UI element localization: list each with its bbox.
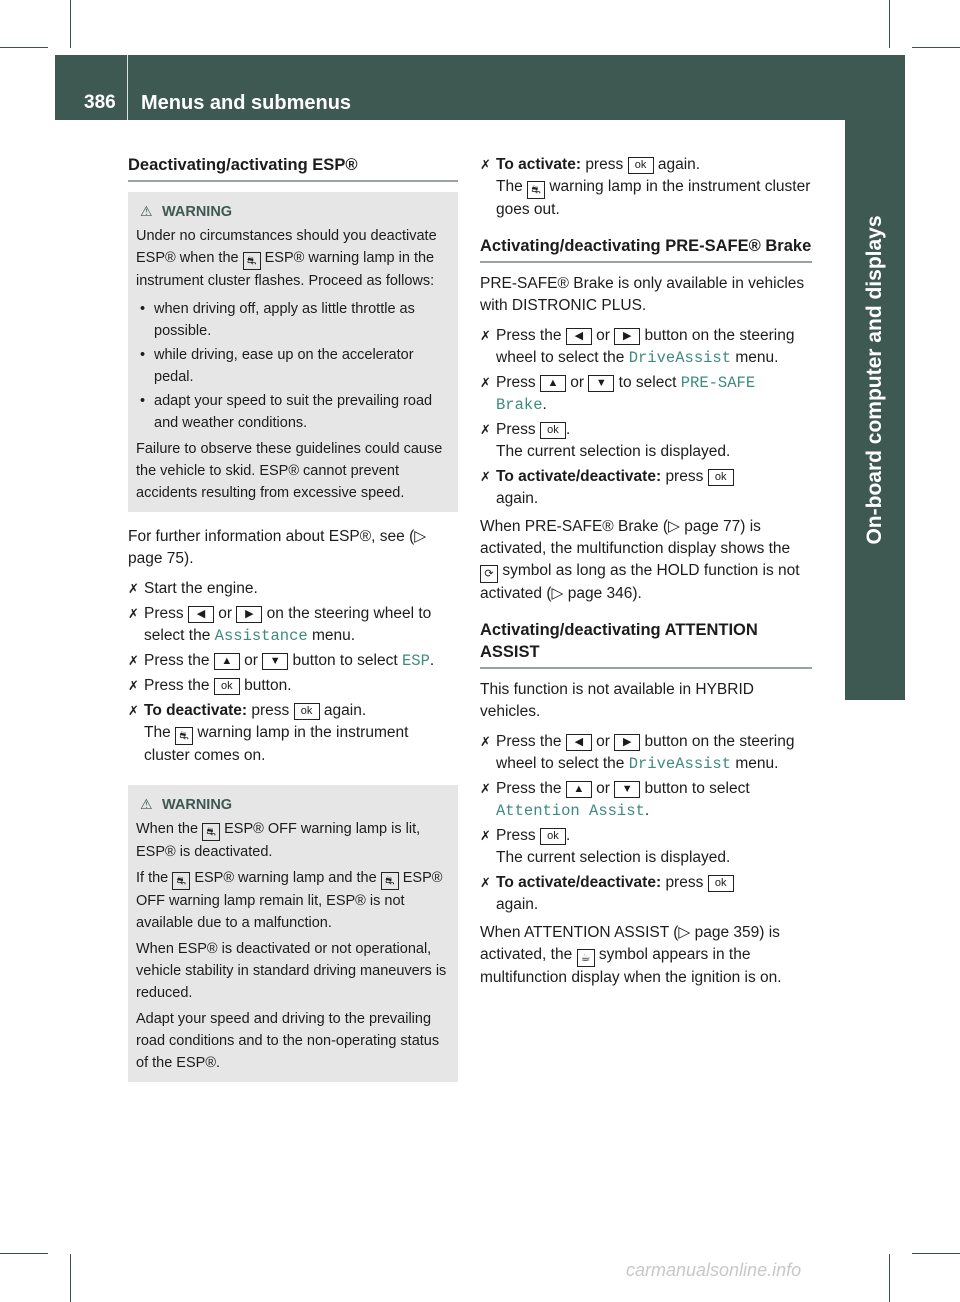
- warning-text: Adapt your speed and driving to the prevailing road conditions and to the non-operating status of the ESP®.: [136, 1011, 440, 1071]
- section-heading-pre-safe: Activating/deactivating PRE-SAFE® Brake: [480, 235, 812, 263]
- crop-mark: [0, 1253, 48, 1254]
- warning-triangle-icon: ⚠: [140, 796, 153, 812]
- side-tab-label: On-board computer and displays: [863, 215, 886, 545]
- right-arrow-key-icon: ▶: [614, 328, 640, 345]
- ok-key-icon: ok: [708, 469, 734, 486]
- step-item: ✗ Press ok . The current selection is displayed.: [480, 421, 731, 460]
- menu-name-attention-assist: Attention Assist: [496, 802, 645, 820]
- step-item: ✗ Press the ◀ or ▶ button on the steering wheel to select the DriveAssist menu.: [480, 327, 795, 367]
- warning-triangle-icon: ⚠: [140, 203, 153, 219]
- up-arrow-key-icon: ▲: [540, 375, 566, 392]
- warning-bullet: • when driving off, apply as little throttle as possible.: [140, 301, 415, 339]
- ok-key-icon: ok: [214, 678, 240, 695]
- crop-mark: [889, 0, 890, 48]
- warning-text: When ESP® is deactivated or not operational, vehicle stability in standard driving maneuvers is reduced.: [136, 941, 447, 1001]
- esp-off-lamp-icon: ⛐: [202, 823, 220, 841]
- warning-text: If the ⛐ ESP® warning lamp and the ⛐ ESP® OFF warning lamp remain lit, ESP® is not available due to a malfunction.: [136, 870, 443, 931]
- menu-name-driveassist: DriveAssist: [628, 755, 732, 773]
- warning-text: When the ⛐ ESP® OFF warning lamp is lit, ESP® is deactivated.: [136, 821, 421, 860]
- warning-box: [128, 785, 458, 1082]
- left-arrow-key-icon: ◀: [566, 734, 592, 751]
- warning-title: ⚠ WARNING: [136, 200, 450, 223]
- coffee-cup-icon: ☕: [577, 949, 595, 967]
- left-column: [128, 154, 458, 1082]
- step-item: ✗ Start the engine.: [128, 580, 258, 597]
- step-item: ✗ To activate: press ok again. The ⛐ warning lamp in the instrument cluster goes out.: [480, 156, 811, 218]
- step-item: ✗ Press ok . The current selection is displayed.: [480, 827, 731, 866]
- menu-name-assistance: Assistance: [214, 627, 308, 645]
- esp-warning-lamp-icon: ⛐: [172, 872, 190, 890]
- up-arrow-key-icon: ▲: [566, 781, 592, 798]
- menu-name-esp: ESP: [401, 652, 430, 670]
- section-heading-attention-assist: Activating/deactivating ATTENTION ASSIST: [480, 619, 812, 669]
- right-arrow-key-icon: ▶: [614, 734, 640, 751]
- step-item: ✗ Press the ◀ or ▶ button on the steering wheel to select the DriveAssist menu.: [480, 733, 795, 773]
- crop-mark: [0, 47, 48, 48]
- warning-text: Under no circumstances should you deactivate ESP® when the ⛐ ESP® warning lamp in the instrument cluster flashes. Proceed as follows:: [136, 228, 437, 289]
- menu-name-pre-safe-brake: PRE-SAFE Brake: [496, 374, 756, 414]
- page-number: 386: [84, 92, 116, 113]
- step-item: ✗ Press ▲ or ▼ to select PRE-SAFE Brake.: [480, 374, 756, 414]
- step-item: ✗ Press the ▲ or ▼ button to select ESP.: [128, 652, 435, 670]
- step-item: ✗ Press the ▲ or ▼ button to select Attention Assist.: [480, 780, 750, 820]
- page-title: Menus and submenus: [141, 92, 352, 114]
- crop-mark: [70, 0, 71, 48]
- menu-name-driveassist: DriveAssist: [628, 349, 732, 367]
- left-arrow-key-icon: ◀: [566, 328, 592, 345]
- step-item: ✗ Press the ok button.: [128, 677, 292, 694]
- left-arrow-key-icon: ◀: [188, 606, 214, 623]
- up-arrow-key-icon: ▲: [214, 653, 240, 670]
- step-item: ✗ To activate/deactivate: press ok again.: [480, 466, 812, 510]
- down-arrow-key-icon: ▼: [262, 653, 288, 670]
- header-divider: [127, 55, 128, 120]
- ok-key-icon: ok: [708, 875, 734, 892]
- ok-key-icon: ok: [628, 157, 654, 174]
- warning-bullet: • while driving, ease up on the accelerator pedal.: [140, 347, 414, 385]
- down-arrow-key-icon: ▼: [588, 375, 614, 392]
- step-item: ✗ To deactivate: press ok again. The ⛐ warning lamp in the instrument cluster comes on.: [128, 702, 409, 764]
- attention-assist-text: This function is not available in HYBRID vehicles.: [480, 681, 754, 720]
- esp-off-lamp-icon: ⛐: [175, 727, 193, 745]
- step-item: ✗ To activate/deactivate: press ok again.: [480, 872, 812, 916]
- right-arrow-key-icon: ▶: [236, 606, 262, 623]
- side-tab-marker: [845, 640, 905, 700]
- warning-title: ⚠ WARNING: [136, 793, 450, 816]
- pre-safe-brake-symbol-icon: ⟳: [480, 565, 498, 583]
- esp-off-lamp-icon: ⛐: [527, 181, 545, 199]
- watermark: carmanualsonline.info: [626, 1260, 802, 1280]
- esp-warning-lamp-icon: ⛐: [243, 252, 261, 270]
- esp-off-lamp-icon: ⛐: [381, 872, 399, 890]
- step-item: ✗ Press ◀ or ▶ on the steering wheel to select the Assistance menu.: [128, 605, 432, 645]
- warning-box: [128, 192, 458, 512]
- down-arrow-key-icon: ▼: [614, 781, 640, 798]
- section-heading-esp: Deactivating/activating ESP®: [128, 154, 458, 182]
- warning-bullet: • adapt your speed to suit the prevailing road and weather conditions.: [140, 393, 433, 431]
- crop-mark: [912, 1253, 960, 1254]
- crop-mark: [889, 1254, 890, 1302]
- crop-mark: [70, 1254, 71, 1302]
- esp-info-text: For further information about ESP®, see (▷ page 75).: [128, 528, 427, 567]
- ok-key-icon: ok: [540, 828, 566, 845]
- pre-safe-text: PRE-SAFE® Brake is only available in vehicles with DISTRONIC PLUS.: [480, 275, 805, 314]
- ok-key-icon: ok: [540, 422, 566, 439]
- right-column: [480, 154, 812, 997]
- pre-safe-display-text: When PRE-SAFE® Brake (▷ page 77) is activated, the multifunction display shows the ⟳ symbol as long as the HOLD function is not activated (▷ page 346).: [480, 518, 800, 602]
- attention-assist-display-text: When ATTENTION ASSIST (▷ page 359) is activated, the ☕ symbol appears in the multifunction display when the ignition is on.: [480, 924, 782, 986]
- ok-key-icon: ok: [294, 703, 320, 720]
- warning-text: Failure to observe these guidelines could cause the vehicle to skid. ESP® cannot prevent accidents resulting from excessive speed.: [136, 441, 443, 501]
- crop-mark: [912, 47, 960, 48]
